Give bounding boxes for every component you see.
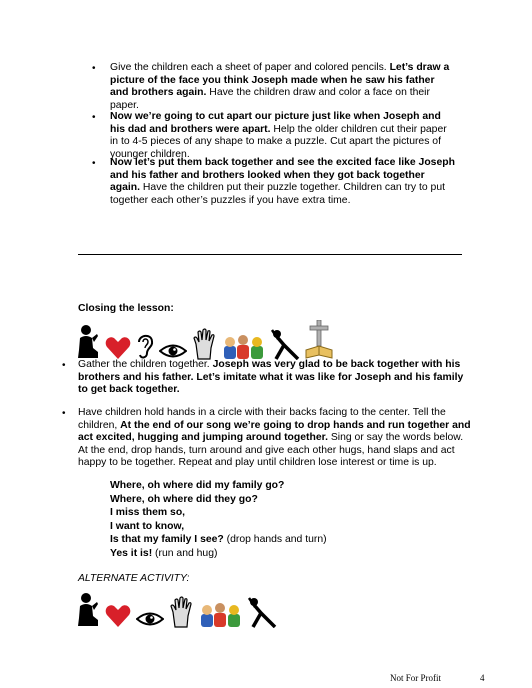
activity-text: Help the older children cut their paper in to 4-5 pieces of any shape to make a puzzle. Cut apart the pictures of younger children. <box>110 123 447 160</box>
closing-bullet-1 <box>78 359 468 397</box>
group-of-children-icon <box>223 334 265 360</box>
heart-icon <box>105 604 131 628</box>
praying-person-icon <box>76 592 100 628</box>
closing-bullet-2 <box>78 407 474 470</box>
activity-bold-text: Now we’re going to cut apart our picture just like when Joseph and his dad and brothers were apart. <box>110 111 441 135</box>
activity-bold-text: Now let’s put them back together and see the excited face like Joseph and his father and brothers looked when they got back together again. <box>110 157 455 194</box>
eye-icon <box>159 342 187 360</box>
closing-heading: Closing the lesson: <box>78 303 174 314</box>
closing-icon-row <box>76 320 333 360</box>
alternate-icon-row <box>76 592 277 628</box>
song-line: Yes it is! (run and hug) <box>110 547 218 559</box>
bullet-dot: • <box>92 63 96 74</box>
activity-bullet-2 <box>110 111 455 161</box>
hand-icon <box>169 596 195 628</box>
activity-bullet-1 <box>110 62 452 112</box>
song-line: Where, oh where did they go? <box>110 493 258 505</box>
group-of-children-icon <box>200 602 242 628</box>
song-line: I want to know, <box>110 520 185 532</box>
bullet-dot: • <box>92 158 96 169</box>
page-number: 4 <box>480 673 485 683</box>
closing-bold-text: Joseph was very glad to be back together with his brothers and his father. Let’s imitate what it was like for Joseph and his family to get back together. <box>78 359 464 396</box>
song-line: Is that my family I see? (drop hands and turn) <box>110 534 327 546</box>
footer-text: Not For Profit <box>390 673 442 683</box>
closing-text: Have children hold hands in a circle with their backs facing to the center. Tell the children, <box>78 407 446 431</box>
activity-text: Have the children draw and color a face on their paper. <box>110 87 430 111</box>
activity-bullet-3 <box>110 157 455 207</box>
closing-text: Gather the children together. <box>78 359 213 370</box>
praying-person-icon <box>76 324 100 360</box>
activity-bold-text: Let’s draw a picture of the face you think Joseph made when he saw his father and brothers again. <box>110 62 450 99</box>
stretching-person-icon <box>247 596 277 628</box>
closing-text: Sing or say the words below. At the end, drop hands, turn around and give each other hugs, hand slaps and act happy to be together. Repeat and play until children lose interest or time is up. <box>78 432 464 469</box>
eye-icon <box>136 610 164 628</box>
heart-icon <box>105 336 131 360</box>
activity-text: Have the children put their puzzle together. Children can try to put together each other’s puzzles if you have extra time. <box>110 182 445 206</box>
activity-text: Give the children each a sheet of paper and colored pencils. <box>110 62 390 73</box>
bible-cross-icon <box>305 320 333 360</box>
bullet-dot: • <box>92 112 96 123</box>
hand-icon <box>192 328 218 360</box>
closing-bold-text: At the end of our song we’re going to drop hands and run together and act excited, hugging and jumping around together. <box>78 419 471 444</box>
section-divider <box>78 254 462 255</box>
stretching-person-icon <box>270 328 300 360</box>
bullet-dot: • <box>62 360 66 371</box>
song-line: Where, oh where did my family go? <box>110 480 285 491</box>
bullet-dot: • <box>62 408 66 419</box>
alternate-activity-heading: ALTERNATE ACTIVITY: <box>78 573 190 584</box>
song-lyrics <box>110 479 327 561</box>
ear-icon <box>136 332 154 360</box>
song-line: I miss them so, <box>110 507 186 519</box>
